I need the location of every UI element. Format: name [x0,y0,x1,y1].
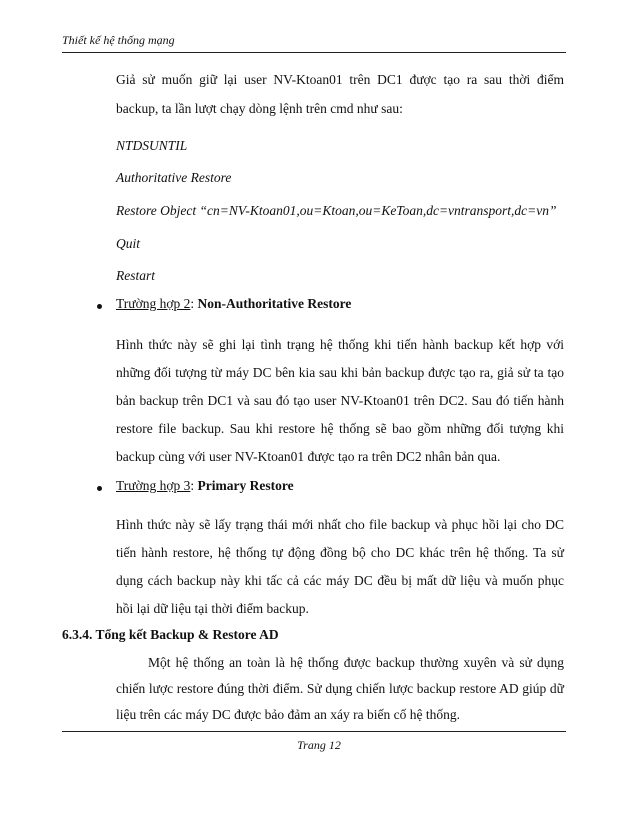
command-line: Restore Object “cn=NV-Ktoan01,ou=Ktoan,ou=KeToan,dc=vntransport,dc=vn” [116,203,557,218]
case-3-line: hồi lại dữ liệu tại thời điểm backup. [116,601,309,616]
case-2-line: restore file backup. Sau khi restore hệ thống sẽ bao gồm những đối tượng khi [116,421,564,436]
case-2-heading [116,296,351,312]
intro-line: backup, ta lần lượt chạy dòng lệnh trên cmd như sau: [116,101,403,116]
section-heading: 6.3.4. Tổng kết Backup & Restore AD [62,627,279,642]
section-line: liệu trên các máy DC được bảo đảm an xáy ra biến cố hệ thống. [116,707,460,722]
header-divider [62,52,566,53]
case-2-separator: : [190,296,198,311]
bullet-icon [97,486,102,491]
case-2-line: bản backup trên DC1 và sau đó tạo user NV-Ktoan01 trên DC2. Sau đó tiến hành [116,393,564,408]
page-number: Trang 12 [297,738,341,752]
command-line: Authoritative Restore [116,170,232,185]
section-line: chiến lược restore đúng thời điểm. Sử dụng chiến lược backup restore AD giúp dữ [116,681,564,696]
case-3-line: dụng cách backup này khi tấc cả các máy DC đều bị mất dữ liệu và muốn phục [116,573,564,588]
case-3-line: tiến hành restore, hệ thống tự động đồng bộ cho DC khác trên hệ thống. Ta sử [116,545,564,560]
case-2-label: Trường hợp 2 [116,296,191,311]
section-line: Một hệ thống an toàn là hệ thống được backup thường xuyên và sử dụng [148,655,564,670]
case-2-line: những đối tượng từ máy DC bên kia sau khi bản backup được tạo ra, giả sử ta tạo [116,365,564,380]
command-line: Restart [116,268,155,283]
intro-line: Giả sử muốn giữ lại user NV-Ktoan01 trên DC1 được tạo ra sau thời điểm [116,72,564,87]
case-2-line: backup cùng với user NV-Ktoan01 được tạo ra trên DC2 nhân bản qua. [116,449,501,464]
case-3-heading [116,478,294,494]
bullet-icon [97,304,102,309]
page-header-title: Thiết kế hệ thống mạng [62,33,175,47]
case-3-title: Primary Restore [197,478,294,493]
case-3-separator: : [190,478,198,493]
case-2-line: Hình thức này sẽ ghi lại tình trạng hệ thống khi tiến hành backup kết hợp với [116,337,564,352]
case-3-line: Hình thức này sẽ lấy trạng thái mới nhất cho file backup và phục hồi lại cho DC [116,517,564,532]
case-3-label: Trường hợp 3 [116,478,191,493]
footer-divider [62,731,566,732]
command-line: Quit [116,236,141,251]
command-line: NTDSUNTIL [116,138,188,153]
case-2-title: Non-Authoritative Restore [197,296,352,311]
